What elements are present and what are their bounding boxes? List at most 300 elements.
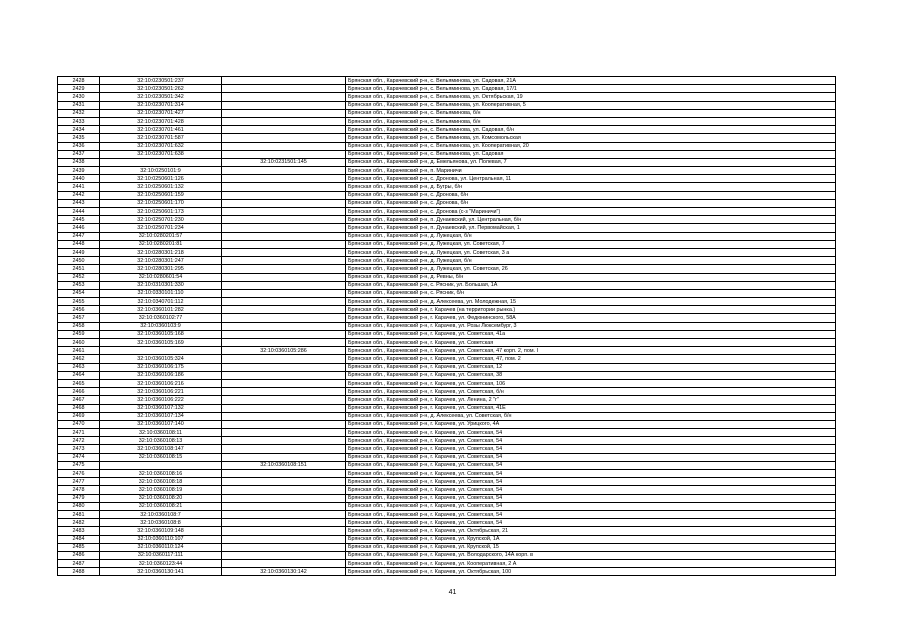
- cadastral-number-cell: 32:10:0250701:234: [100, 224, 222, 232]
- cadastral-number-cell: 32:10:0280201:81: [100, 240, 222, 248]
- row-number-cell: 2443: [58, 199, 100, 207]
- cadastral-number-cell: 32:10:0360108:16: [100, 470, 222, 478]
- row-number-cell: 2478: [58, 486, 100, 494]
- table-row: [58, 117, 836, 125]
- cadastral-number-cell: 32:10:0280301:247: [100, 257, 222, 265]
- row-number-cell: 2452: [58, 273, 100, 281]
- related-cadastral-number-cell: [222, 240, 346, 248]
- table-row: [58, 298, 836, 306]
- related-cadastral-number-cell: [222, 273, 346, 281]
- row-number-cell: 2467: [58, 396, 100, 404]
- cadastral-number-cell: 32:10:0280301:218: [100, 248, 222, 256]
- row-number-cell: 2486: [58, 551, 100, 559]
- table-row: [58, 208, 836, 216]
- related-cadastral-number-cell: [222, 265, 346, 273]
- table-row: [58, 306, 836, 314]
- address-cell: Брянская обл., Карачевский р-н, с. Вельяминова, ул. Садовая, 17/1: [346, 85, 836, 93]
- address-cell: Брянская обл., Карачевский р-н, д. Ревны, б/н: [346, 273, 836, 281]
- table-row: [58, 224, 836, 232]
- table-row: [58, 191, 836, 199]
- address-cell: Брянская обл., Карачевский р-н, г. Карачев, ул. Советская, 54: [346, 478, 836, 486]
- row-number-cell: 2464: [58, 371, 100, 379]
- cadastral-number-cell: 32:10:0230701:461: [100, 126, 222, 134]
- address-cell: Брянская обл., Карачевский р-н, с. Рясник, ул. Большая, 1А: [346, 281, 836, 289]
- row-number-cell: 2439: [58, 167, 100, 175]
- address-cell: Брянская обл., Карачевский р-н, с. Дронова, ул. Центральная, 11: [346, 175, 836, 183]
- related-cadastral-number-cell: [222, 396, 346, 404]
- table-row: [58, 248, 836, 256]
- related-cadastral-number-cell: [222, 224, 346, 232]
- related-cadastral-number-cell: [222, 126, 346, 134]
- table-row: [58, 379, 836, 387]
- cadastral-number-cell: 32:10:0360106:175: [100, 363, 222, 371]
- cadastral-number-cell: 32:10:0360110:124: [100, 543, 222, 551]
- row-number-cell: 2428: [58, 77, 100, 85]
- cadastral-number-cell: 32:10:0250601:126: [100, 175, 222, 183]
- related-cadastral-number-cell: 32:10:0360130:142: [222, 568, 346, 576]
- related-cadastral-number-cell: [222, 486, 346, 494]
- cadastral-number-cell: 32:10:0230501:262: [100, 85, 222, 93]
- cadastral-number-cell: 32:10:0360108:13: [100, 437, 222, 445]
- address-cell: Брянская обл., Карачевский р-н, г. Карачев, ул. Советская, 41а: [346, 330, 836, 338]
- cadastral-number-cell: 32:10:0230701:632: [100, 142, 222, 150]
- table-row: [58, 478, 836, 486]
- related-cadastral-number-cell: [222, 306, 346, 314]
- related-cadastral-number-cell: [222, 404, 346, 412]
- related-cadastral-number-cell: [222, 527, 346, 535]
- row-number-cell: 2435: [58, 134, 100, 142]
- cadastral-number-cell: 32:10:0250601:173: [100, 208, 222, 216]
- row-number-cell: 2449: [58, 248, 100, 256]
- address-cell: Брянская обл., Карачевский р-н, с. Вельяминова, б/н: [346, 117, 836, 125]
- row-number-cell: 2474: [58, 453, 100, 461]
- table-row: [58, 347, 836, 355]
- table-row: [58, 330, 836, 338]
- table-row: [58, 150, 836, 158]
- cadastral-number-cell: 32:10:0360108:21: [100, 502, 222, 510]
- related-cadastral-number-cell: [222, 371, 346, 379]
- address-cell: Брянская обл., Карачевский р-н, г. Карачев, ул. Советская, 54: [346, 445, 836, 453]
- row-number-cell: 2475: [58, 461, 100, 469]
- cadastral-number-cell: 32:10:0230501:342: [100, 93, 222, 101]
- cadastral-number-cell: 32:10:0360105:168: [100, 330, 222, 338]
- address-cell: Брянская обл., Карачевский р-н, г. Карачев, ул. Федюнинского, 58А: [346, 314, 836, 322]
- related-cadastral-number-cell: [222, 437, 346, 445]
- cadastral-number-cell: 32:10:0360102:77: [100, 314, 222, 322]
- address-cell: Брянская обл., Карачевский р-н, г. Карачев, ул. Кооперативная, 2 А: [346, 560, 836, 568]
- table-row: [58, 281, 836, 289]
- address-cell: Брянская обл., Карачевский р-н, д. Лужецкая, ул. Советская, 26: [346, 265, 836, 273]
- address-cell: Брянская обл., Карачевский р-н, д. Алексеева, ул. Молодежная, 15: [346, 298, 836, 306]
- related-cadastral-number-cell: [222, 330, 346, 338]
- cadastral-number-cell: 32:10:0360109:148: [100, 527, 222, 535]
- cadastral-number-cell: 32:10:0360106:186: [100, 371, 222, 379]
- table-row: [58, 560, 836, 568]
- row-number-cell: 2482: [58, 519, 100, 527]
- cadastral-number-cell: 32:10:0250701:230: [100, 216, 222, 224]
- registry-table-body: [58, 77, 836, 576]
- related-cadastral-number-cell: [222, 543, 346, 551]
- table-row: [58, 510, 836, 518]
- address-cell: Брянская обл., Карачевский р-н, г. Карачев, ул. Советская, 38: [346, 371, 836, 379]
- row-number-cell: 2488: [58, 568, 100, 576]
- related-cadastral-number-cell: [222, 339, 346, 347]
- row-number-cell: 2436: [58, 142, 100, 150]
- address-cell: Брянская обл., Карачевский р-н, г. Карачев, ул. Октябрьская, 100: [346, 568, 836, 576]
- address-cell: Брянская обл., Карачевский р-н, г. Карачев, ул. Советская, 54: [346, 470, 836, 478]
- related-cadastral-number-cell: [222, 478, 346, 486]
- cadastral-number-cell: 32:10:0230701:428: [100, 117, 222, 125]
- cadastral-number-cell: 32:10:0360108:15: [100, 453, 222, 461]
- cadastral-number-cell: 32:10:0360108:20: [100, 494, 222, 502]
- address-cell: Брянская обл., Карачевский р-н, г. Карачев, ул. Советская, 41Е: [346, 404, 836, 412]
- cadastral-number-cell: 32:10:0250601:132: [100, 183, 222, 191]
- row-number-cell: 2477: [58, 478, 100, 486]
- table-row: [58, 77, 836, 85]
- table-row: [58, 93, 836, 101]
- row-number-cell: 2466: [58, 388, 100, 396]
- table-row: [58, 175, 836, 183]
- related-cadastral-number-cell: [222, 363, 346, 371]
- related-cadastral-number-cell: [222, 85, 346, 93]
- address-cell: Брянская обл., Карачевский р-н, д. Бугры, б/н: [346, 183, 836, 191]
- cadastral-number-cell: 32:10:0360105:324: [100, 355, 222, 363]
- address-cell: Брянская обл., Карачевский р-н, г. Карачев, ул. Советская, 47, пом. 2: [346, 355, 836, 363]
- table-row: [58, 134, 836, 142]
- address-cell: Брянская обл., Карачевский р-н, г. Карачев, ул. Октябрьская, 21: [346, 527, 836, 535]
- table-row: [58, 216, 836, 224]
- row-number-cell: 2463: [58, 363, 100, 371]
- table-row: [58, 388, 836, 396]
- related-cadastral-number-cell: [222, 298, 346, 306]
- cadastral-number-cell: 32:10:0360107:140: [100, 420, 222, 428]
- table-row: [58, 412, 836, 420]
- address-cell: Брянская обл., Карачевский р-н, д. Лужецкая, б/н: [346, 232, 836, 240]
- related-cadastral-number-cell: [222, 420, 346, 428]
- related-cadastral-number-cell: [222, 453, 346, 461]
- cadastral-number-cell: [100, 347, 222, 355]
- table-row: [58, 568, 836, 576]
- cadastral-number-cell: 32:10:0250101:9: [100, 167, 222, 175]
- related-cadastral-number-cell: [222, 388, 346, 396]
- row-number-cell: 2457: [58, 314, 100, 322]
- address-cell: Брянская обл., Карачевский р-н, г. Карачев, ул. Советская, 106: [346, 379, 836, 387]
- table-row: [58, 289, 836, 297]
- row-number-cell: 2429: [58, 85, 100, 93]
- row-number-cell: 2437: [58, 150, 100, 158]
- row-number-cell: 2451: [58, 265, 100, 273]
- table-row: [58, 445, 836, 453]
- address-cell: Брянская обл., Карачевский р-н, д. Лужецкая, ул. Советская, 7: [346, 240, 836, 248]
- related-cadastral-number-cell: [222, 289, 346, 297]
- table-row: [58, 314, 836, 322]
- related-cadastral-number-cell: [222, 191, 346, 199]
- address-cell: Брянская обл., Карачевский р-н, с. Рясник, б/н: [346, 289, 836, 297]
- cadastral-number-cell: 32:10:0230701:638: [100, 150, 222, 158]
- row-number-cell: 2459: [58, 330, 100, 338]
- related-cadastral-number-cell: [222, 208, 346, 216]
- related-cadastral-number-cell: [222, 150, 346, 158]
- address-cell: Брянская обл., Карачевский р-н, д. Лужецкая, б/н: [346, 257, 836, 265]
- address-cell: Брянская обл., Карачевский р-н, д. Алексеева, ул. Советская, б/н: [346, 412, 836, 420]
- related-cadastral-number-cell: [222, 560, 346, 568]
- address-cell: Брянская обл., Карачевский р-н, п. Дунаевский, ул. Первомайская, 1: [346, 224, 836, 232]
- row-number-cell: 2460: [58, 339, 100, 347]
- address-cell: Брянская обл., Карачевский р-н, г. Карачев, ул. Советская, б/н: [346, 388, 836, 396]
- table-row: [58, 470, 836, 478]
- row-number-cell: 2483: [58, 527, 100, 535]
- table-row: [58, 142, 836, 150]
- address-cell: Брянская обл., Карачевский р-н, г. Карачев, ул. Советская, 54: [346, 519, 836, 527]
- related-cadastral-number-cell: 32:10:0231501:145: [222, 158, 346, 166]
- row-number-cell: 2432: [58, 109, 100, 117]
- row-number-cell: 2430: [58, 93, 100, 101]
- cadastral-number-cell: 32:10:0230701:314: [100, 101, 222, 109]
- row-number-cell: 2480: [58, 502, 100, 510]
- address-cell: Брянская обл., Карачевский р-н, г. Карачев, ул. Советская, 47 корп. 2, пом. I: [346, 347, 836, 355]
- table-row: [58, 85, 836, 93]
- related-cadastral-number-cell: 32:10:0360105:286: [222, 347, 346, 355]
- row-number-cell: 2454: [58, 289, 100, 297]
- address-cell: Брянская обл., Карачевский р-н, г. Карачев, ул. Советская, 54: [346, 453, 836, 461]
- address-cell: Брянская обл., Карачевский р-н, г. Карачев, ул. Советская, 54: [346, 502, 836, 510]
- registry-table: [57, 76, 836, 576]
- table-row: [58, 183, 836, 191]
- row-number-cell: 2447: [58, 232, 100, 240]
- table-row: [58, 355, 836, 363]
- cadastral-number-cell: 32:10:0280301:295: [100, 265, 222, 273]
- table-row: [58, 502, 836, 510]
- related-cadastral-number-cell: [222, 175, 346, 183]
- address-cell: Брянская обл., Карачевский р-н, д. Емельянова, ул. Полевая, 7: [346, 158, 836, 166]
- address-cell: Брянская обл., Карачевский р-н, г. Карачев, ул. Советская, 54: [346, 510, 836, 518]
- table-row: [58, 265, 836, 273]
- cadastral-number-cell: 32:10:0360108:7: [100, 510, 222, 518]
- row-number-cell: 2442: [58, 191, 100, 199]
- related-cadastral-number-cell: [222, 117, 346, 125]
- cadastral-number-cell: 32:10:0360117:111: [100, 551, 222, 559]
- table-row: [58, 535, 836, 543]
- cadastral-number-cell: 32:10:0360106:222: [100, 396, 222, 404]
- address-cell: Брянская обл., Карачевский р-н, с. Дронова, б/н: [346, 191, 836, 199]
- row-number-cell: 2462: [58, 355, 100, 363]
- address-cell: Брянская обл., Карачевский р-н, д. Лужецкая, ул. Советская, 3 а: [346, 248, 836, 256]
- table-row: [58, 543, 836, 551]
- address-cell: Брянская обл., Карачевский р-н, г. Карачев, ул. Советская, 54: [346, 461, 836, 469]
- cadastral-number-cell: 32:10:0360108:18: [100, 478, 222, 486]
- table-row: [58, 519, 836, 527]
- cadastral-number-cell: 32:10:0360110:107: [100, 535, 222, 543]
- table-row: [58, 273, 836, 281]
- row-number-cell: 2472: [58, 437, 100, 445]
- related-cadastral-number-cell: [222, 183, 346, 191]
- table-row: [58, 257, 836, 265]
- address-cell: Брянская обл., Карачевский р-н, с. Вельяминова, ул. Садовая, 21А: [346, 77, 836, 85]
- row-number-cell: 2484: [58, 535, 100, 543]
- cadastral-number-cell: [100, 158, 222, 166]
- cadastral-number-cell: 32:10:0360123:44: [100, 560, 222, 568]
- address-cell: Брянская обл., Карачевский р-н, с. Дронова (с-з "Мариничи"): [346, 208, 836, 216]
- row-number-cell: 2444: [58, 208, 100, 216]
- table-row: [58, 404, 836, 412]
- table-row: [58, 429, 836, 437]
- table-row: [58, 126, 836, 134]
- table-row: [58, 527, 836, 535]
- related-cadastral-number-cell: [222, 379, 346, 387]
- row-number-cell: 2456: [58, 306, 100, 314]
- address-cell: Брянская обл., Карачевский р-н, г. Карачев, ул. Советская, 54: [346, 429, 836, 437]
- row-number-cell: 2453: [58, 281, 100, 289]
- address-cell: Брянская обл., Карачевский р-н, с. Вельяминова, ул. Октябрьская, 19: [346, 93, 836, 101]
- related-cadastral-number-cell: [222, 248, 346, 256]
- row-number-cell: 2458: [58, 322, 100, 330]
- row-number-cell: 2471: [58, 429, 100, 437]
- address-cell: Брянская обл., Карачевский р-н, п. Дунаевский, ул. Центральная, б/н: [346, 216, 836, 224]
- row-number-cell: 2441: [58, 183, 100, 191]
- cadastral-number-cell: [100, 461, 222, 469]
- address-cell: Брянская обл., Карачевский р-н, с. Вельяминова, ул. Кооперативная, 20: [346, 142, 836, 150]
- row-number-cell: 2469: [58, 412, 100, 420]
- row-number-cell: 2476: [58, 470, 100, 478]
- address-cell: Брянская обл., Карачевский р-н, г. Карачев, ул. Володарского, 14А корп. в: [346, 551, 836, 559]
- row-number-cell: 2487: [58, 560, 100, 568]
- table-row: [58, 109, 836, 117]
- related-cadastral-number-cell: [222, 445, 346, 453]
- cadastral-number-cell: 32:10:0360108:11: [100, 429, 222, 437]
- row-number-cell: 2465: [58, 379, 100, 387]
- address-cell: Брянская обл., Карачевский р-н, г. Карачев, ул. Советская: [346, 339, 836, 347]
- table-row: [58, 437, 836, 445]
- address-cell: Брянская обл., Карачевский р-н, г. Карачев, ул. Урицкого, 4А: [346, 420, 836, 428]
- cadastral-number-cell: 32:10:0360101:282: [100, 306, 222, 314]
- row-number-cell: 2473: [58, 445, 100, 453]
- related-cadastral-number-cell: [222, 281, 346, 289]
- related-cadastral-number-cell: [222, 101, 346, 109]
- cadastral-number-cell: 32:10:0280601:54: [100, 273, 222, 281]
- cadastral-number-cell: 32:10:0330101:110: [100, 289, 222, 297]
- cadastral-number-cell: 32:10:0360107:132: [100, 404, 222, 412]
- cadastral-number-cell: 32:10:0360106:216: [100, 379, 222, 387]
- related-cadastral-number-cell: [222, 551, 346, 559]
- cadastral-number-cell: 32:10:0250601:159: [100, 191, 222, 199]
- related-cadastral-number-cell: [222, 199, 346, 207]
- row-number-cell: 2485: [58, 543, 100, 551]
- table-row: [58, 396, 836, 404]
- related-cadastral-number-cell: [222, 519, 346, 527]
- row-number-cell: 2481: [58, 510, 100, 518]
- table-row: [58, 339, 836, 347]
- cadastral-number-cell: 32:10:0340701:112: [100, 298, 222, 306]
- related-cadastral-number-cell: [222, 412, 346, 420]
- table-row: [58, 232, 836, 240]
- row-number-cell: 2438: [58, 158, 100, 166]
- row-number-cell: 2433: [58, 117, 100, 125]
- address-cell: Брянская обл., Карачевский р-н, с. Вельяминова, ул. Садовая, б/н: [346, 126, 836, 134]
- table-row: [58, 363, 836, 371]
- address-cell: Брянская обл., Карачевский р-н, г. Карачев (на территории рынка.): [346, 306, 836, 314]
- address-cell: Брянская обл., Карачевский р-н, г. Карачев, ул. Советская, 54: [346, 437, 836, 445]
- related-cadastral-number-cell: [222, 322, 346, 330]
- cadastral-number-cell: 32:10:0310301:330: [100, 281, 222, 289]
- address-cell: Брянская обл., Карачевский р-н, с. Вельяминова, ул. Садовая: [346, 150, 836, 158]
- table-row: [58, 158, 836, 166]
- table-row: [58, 240, 836, 248]
- cadastral-number-cell: 32:10:0360108:19: [100, 486, 222, 494]
- page-number: 41: [448, 589, 457, 596]
- table-row: [58, 486, 836, 494]
- row-number-cell: 2448: [58, 240, 100, 248]
- table-row: [58, 167, 836, 175]
- address-cell: Брянская обл., Карачевский р-н, с. Вельяминова, б/н: [346, 109, 836, 117]
- row-number-cell: 2455: [58, 298, 100, 306]
- address-cell: Брянская обл., Карачевский р-н, г. Карачев, ул. Крупской, 1А: [346, 535, 836, 543]
- table-row: [58, 420, 836, 428]
- row-number-cell: 2431: [58, 101, 100, 109]
- table-row: [58, 461, 836, 469]
- related-cadastral-number-cell: [222, 142, 346, 150]
- row-number-cell: 2470: [58, 420, 100, 428]
- related-cadastral-number-cell: [222, 232, 346, 240]
- cadastral-number-cell: 32:10:0360130:141: [100, 568, 222, 576]
- related-cadastral-number-cell: [222, 535, 346, 543]
- row-number-cell: 2450: [58, 257, 100, 265]
- cadastral-number-cell: 32:10:0230701:427: [100, 109, 222, 117]
- table-row: [58, 453, 836, 461]
- related-cadastral-number-cell: [222, 167, 346, 175]
- address-cell: Брянская обл., Карачевский р-н, г. Карачев, ул. Советская, 54: [346, 494, 836, 502]
- row-number-cell: 2461: [58, 347, 100, 355]
- related-cadastral-number-cell: [222, 429, 346, 437]
- address-cell: Брянская обл., Карачевский р-н, г. Карачев, ул. Советская, 12: [346, 363, 836, 371]
- row-number-cell: 2479: [58, 494, 100, 502]
- related-cadastral-number-cell: [222, 494, 346, 502]
- related-cadastral-number-cell: [222, 77, 346, 85]
- related-cadastral-number-cell: [222, 355, 346, 363]
- row-number-cell: 2468: [58, 404, 100, 412]
- address-cell: Брянская обл., Карачевский р-н, г. Карачев, ул. Розы Люксембург, 3: [346, 322, 836, 330]
- table-row: [58, 101, 836, 109]
- related-cadastral-number-cell: [222, 470, 346, 478]
- cadastral-number-cell: 32:10:0230701:587: [100, 134, 222, 142]
- cadastral-number-cell: 32:10:0280201:57: [100, 232, 222, 240]
- table-row: [58, 199, 836, 207]
- cadastral-number-cell: 32:10:0230501:237: [100, 77, 222, 85]
- row-number-cell: 2434: [58, 126, 100, 134]
- related-cadastral-number-cell: [222, 257, 346, 265]
- cadastral-number-cell: 32:10:0250601:170: [100, 199, 222, 207]
- cadastral-number-cell: 32:10:0360108:147: [100, 445, 222, 453]
- address-cell: Брянская обл., Карачевский р-н, г. Карачев, ул. Крупской, 15: [346, 543, 836, 551]
- related-cadastral-number-cell: [222, 216, 346, 224]
- row-number-cell: 2440: [58, 175, 100, 183]
- cadastral-number-cell: 32:10:0360103:9: [100, 322, 222, 330]
- address-cell: Брянская обл., Карачевский р-н, г. Карачев, ул. Советская, 54: [346, 486, 836, 494]
- cadastral-number-cell: 32:10:0360108:8: [100, 519, 222, 527]
- table-row: [58, 551, 836, 559]
- related-cadastral-number-cell: 32:10:0360108:151: [222, 461, 346, 469]
- related-cadastral-number-cell: [222, 314, 346, 322]
- cadastral-number-cell: 32:10:0360106:221: [100, 388, 222, 396]
- related-cadastral-number-cell: [222, 134, 346, 142]
- row-number-cell: 2446: [58, 224, 100, 232]
- cadastral-number-cell: 32:10:0360105:169: [100, 339, 222, 347]
- related-cadastral-number-cell: [222, 109, 346, 117]
- address-cell: Брянская обл., Карачевский р-н, г. Карачев, ул. Ленина, 2 "г": [346, 396, 836, 404]
- related-cadastral-number-cell: [222, 510, 346, 518]
- table-row: [58, 322, 836, 330]
- address-cell: Брянская обл., Карачевский р-н, с. Вельяминова, ул. Комсомольская: [346, 134, 836, 142]
- address-cell: Брянская обл., Карачевский р-н, п. Мариничи: [346, 167, 836, 175]
